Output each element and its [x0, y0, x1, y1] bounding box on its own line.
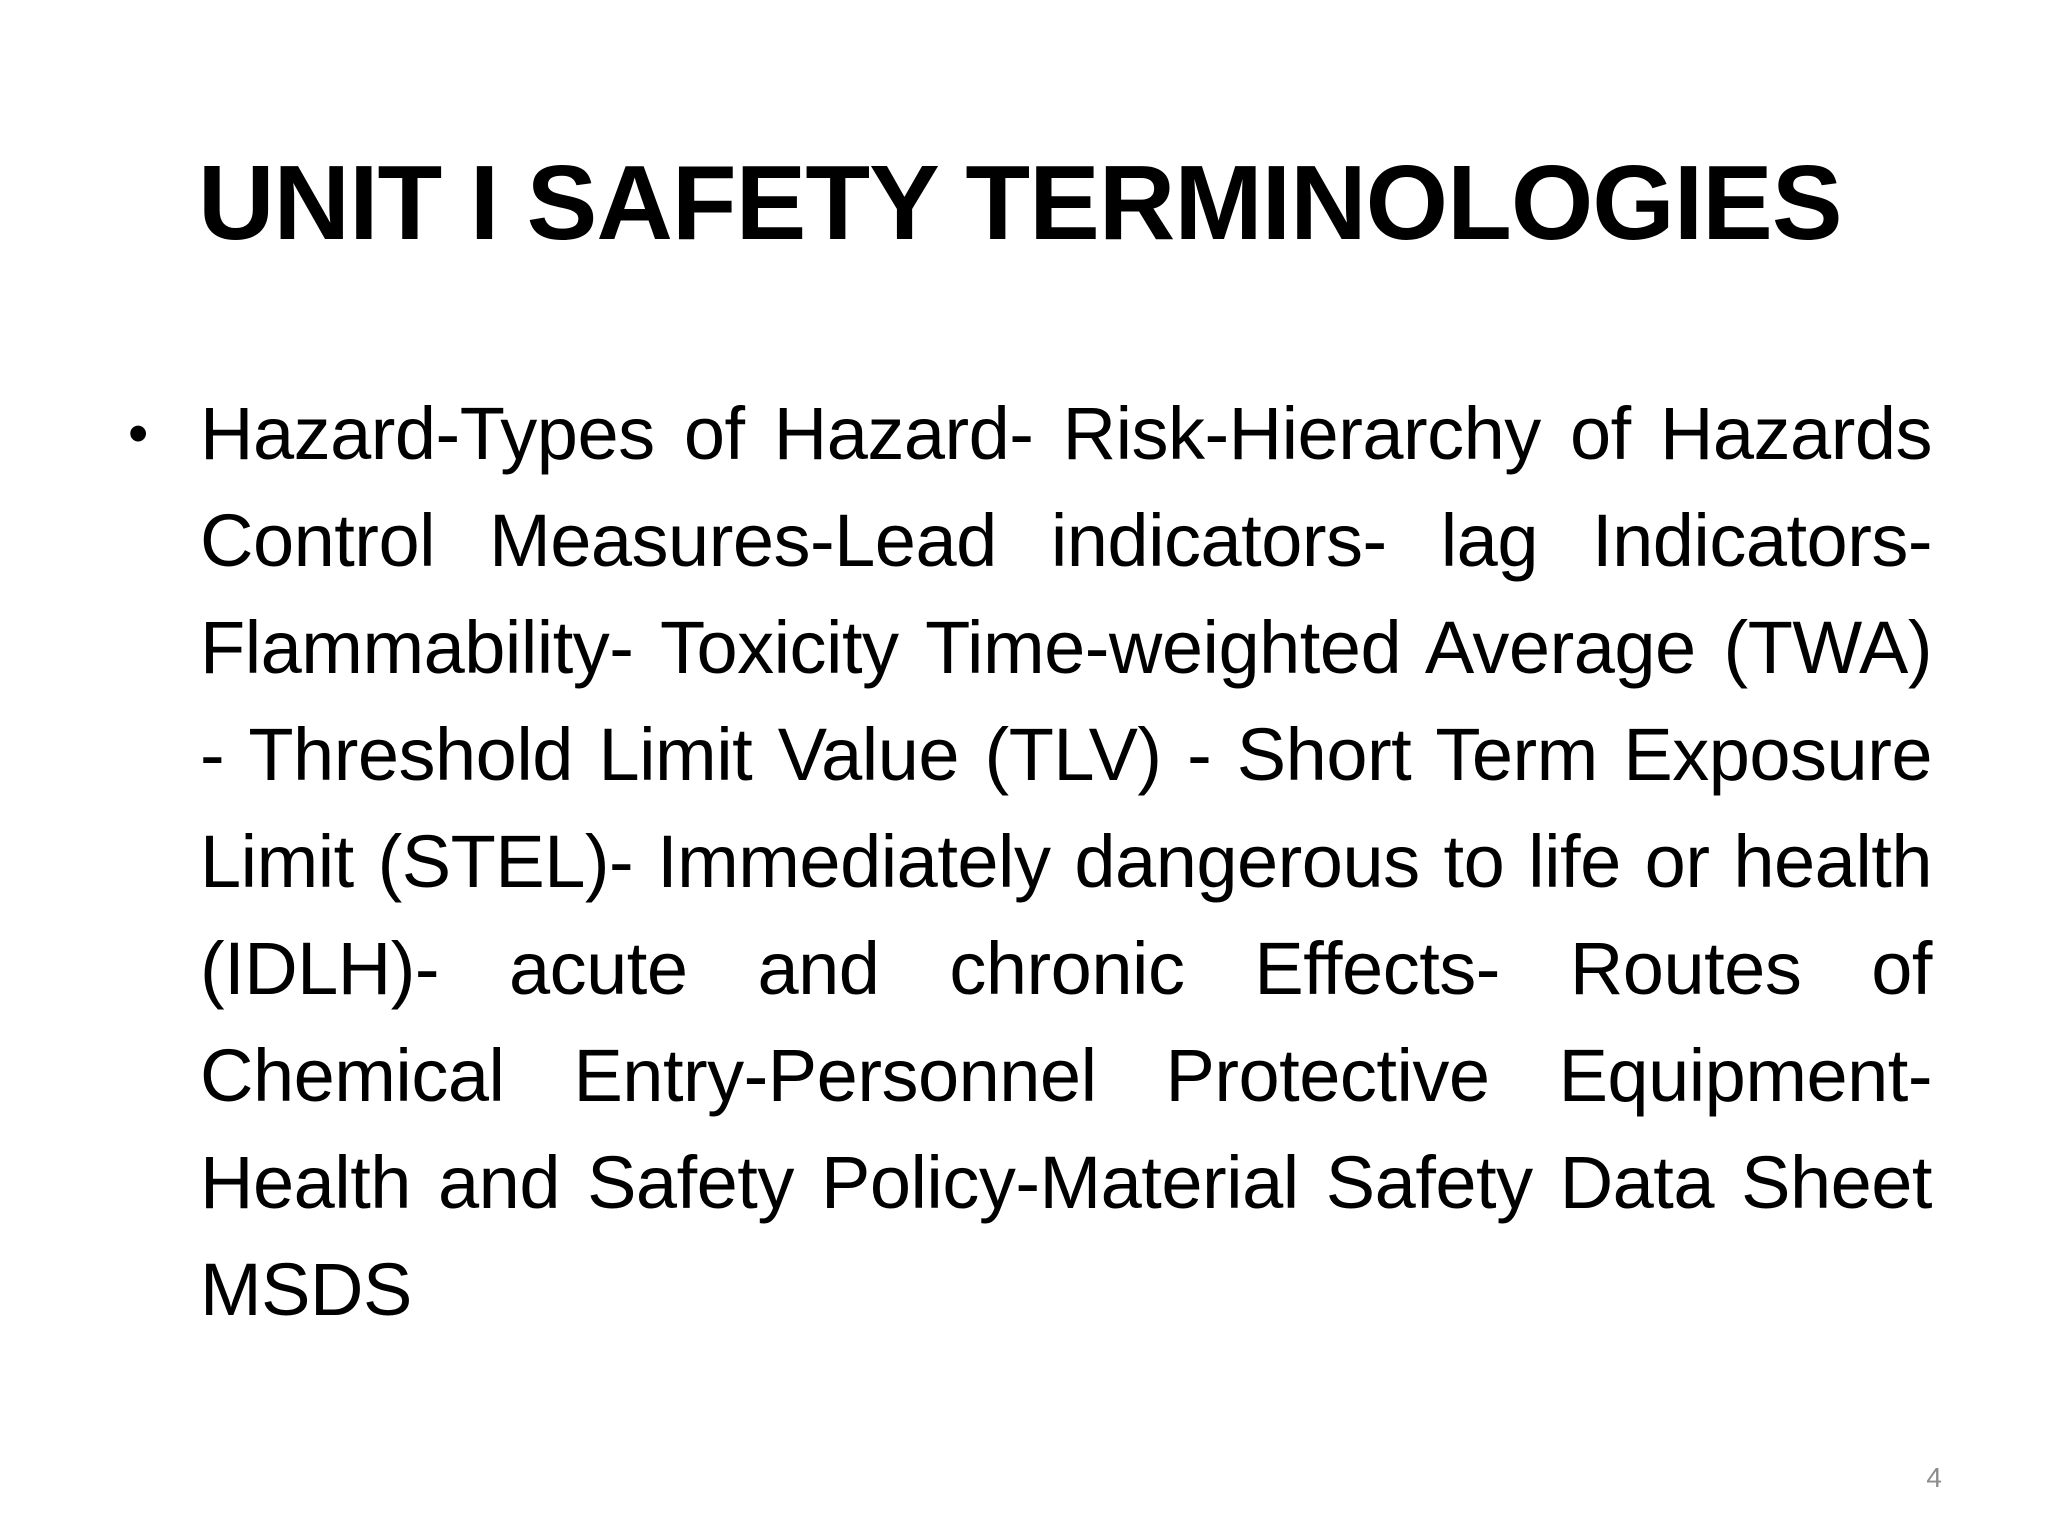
slide-number: 4 — [1926, 1462, 1942, 1493]
bullet-list — [120, 380, 1932, 1343]
bullet-icon: • — [128, 401, 148, 466]
bullet-item — [120, 380, 1932, 1343]
bullet-text: Hazard-Types of Hazard- Risk-Hierarchy of Hazards Control Measures-Lead indicators- lag Indicators-Flammability- Toxicity Time-weighted Average (TWA) - Threshold Limit Value (TLV) - Short Term Exposure Limit (STEL)- Immediately dangerous to life or health (IDLH)- acute and chronic Effects- Routes of Chemical Entry-Personnel Protective Equipment- Health and Safety Policy-Material Safety Data Sheet MSDS — [200, 392, 1932, 1331]
slide-title: UNIT I SAFETY TERMINOLOGIES — [198, 144, 1842, 262]
